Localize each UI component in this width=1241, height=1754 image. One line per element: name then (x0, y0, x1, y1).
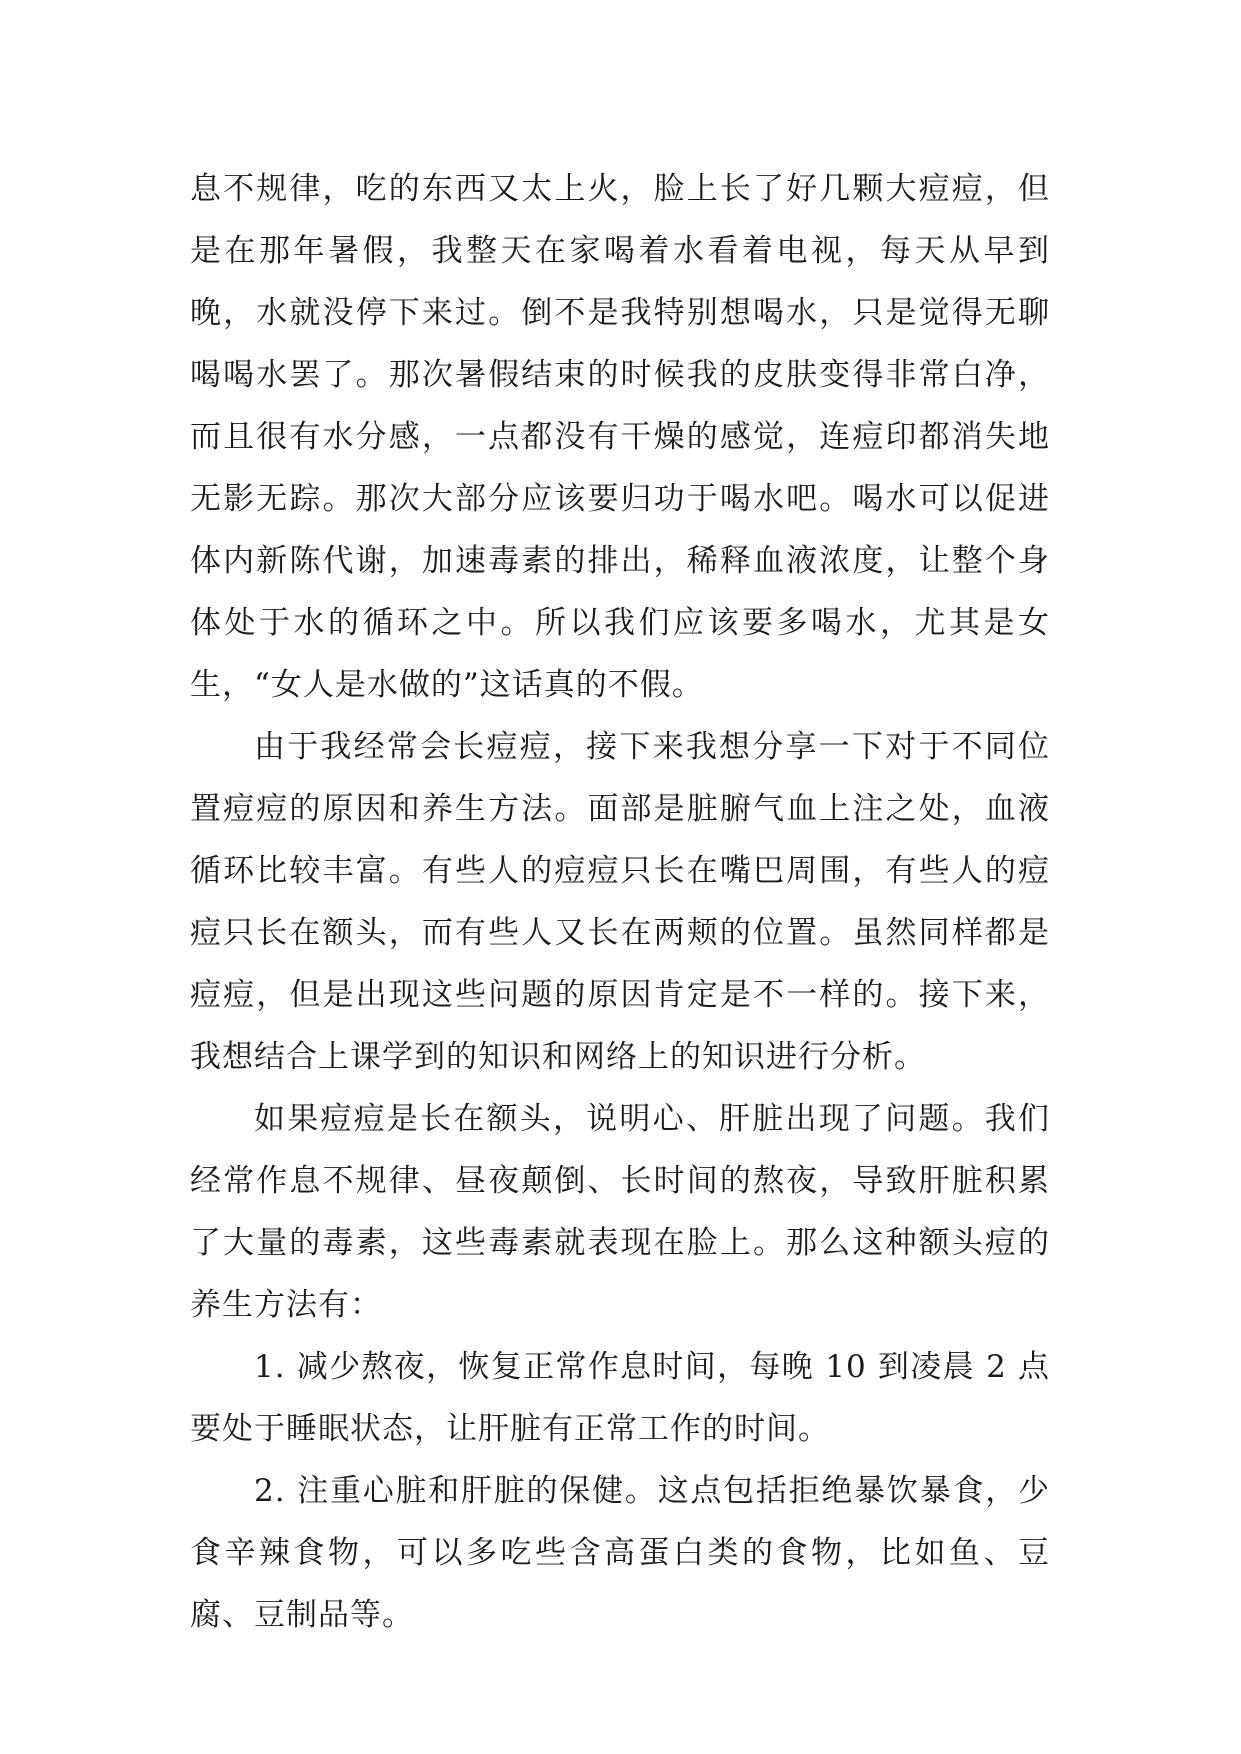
document-body (190, 158, 1050, 1646)
paragraph-3: 如果痘痘是长在额头，说明心、肝脏出现了问题。我们经常作息不规律、昼夜颠倒、长时间的熬夜，导致肝脏积累了大量的毒素，这些毒素就表现在脸上。那么这种额头痘的养生方法有： (190, 1101, 1050, 1323)
list-item-1: 1. 减少熬夜，恢复正常作息时间，每晚 10 到凌晨 2 点要处于睡眠状态，让肝脏有正常工作的时间。 (190, 1349, 1050, 1447)
paragraph-1: 息不规律，吃的东西又太上火，脸上长了好几颗大痘痘，但是在那年暑假，我整天在家喝着水看着电视，每天从早到晚，水就没停下来过。倒不是我特别想喝水，只是觉得无聊喝喝水罢了。那次暑假结束的时候我的皮肤变得非常白净，而且很有水分感，一点都没有干燥的感觉，连痘印都消失地无影无踪。那次大部分应该要归功于喝水吧。喝水可以促进体内新陈代谢，加速毒素的排出，稀释血液浓度，让整个身体处于水的循环之中。所以我们应该要多喝水，尤其是女生，“女人是水做的”这话真的不假。 (190, 171, 1050, 703)
paragraph-2: 由于我经常会长痘痘，接下来我想分享一下对于不同位置痘痘的原因和养生方法。面部是脏腑气血上注之处，血液循环比较丰富。有些人的痘痘只长在嘴巴周围，有些人的痘痘只长在额头，而有些人又长在两颊的位置。虽然同样都是痘痘，但是出现这些问题的原因肯定是不一样的。接下来，我想结合上课学到的知识和网络上的知识进行分析。 (190, 729, 1050, 1075)
list-item-2: 2. 注重心脏和肝脏的保健。这点包括拒绝暴饮暴食，少食辛辣食物，可以多吃些含高蛋白类的食物，比如鱼、豆腐、豆制品等。 (190, 1473, 1050, 1633)
